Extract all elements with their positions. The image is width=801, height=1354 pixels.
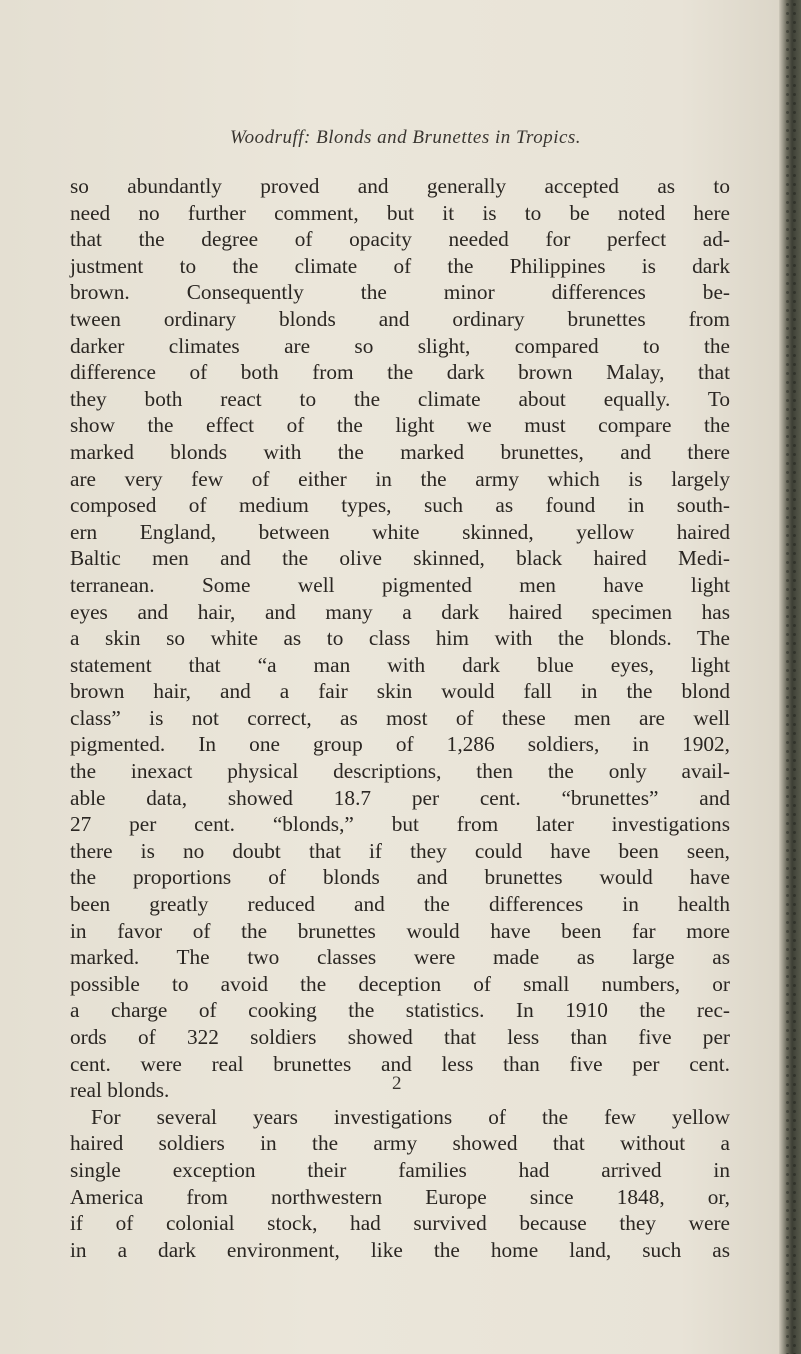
text-line: ords of 322 soldiers showed that less than five per xyxy=(70,1025,730,1049)
text-line: terranean. Some well pigmented men have light xyxy=(70,572,730,597)
text-line: they both react to the climate about equally. To xyxy=(70,386,730,411)
text-line: class” is not correct, as most of these men are well xyxy=(70,705,730,730)
running-head: Woodruff: Blonds and Brunettes in Tropics. xyxy=(230,127,582,148)
text-line: marked blonds with the marked brunettes, and there xyxy=(70,439,730,464)
text-line: single exception their families had arrived in xyxy=(70,1157,730,1182)
text-line: tween ordinary blonds and ordinary brunettes from xyxy=(70,306,730,331)
page-number: 2 xyxy=(392,1073,402,1094)
text-line: need no further comment, but it is to be noted here xyxy=(70,200,730,225)
text-line: in a dark environment, like the home land, such as xyxy=(70,1237,730,1262)
text-line: cent. were real brunettes and less than five per cent. xyxy=(70,1051,730,1076)
text-line: darker climates are so slight, compared to the xyxy=(70,333,730,358)
text-line: there is no doubt that if they could have been seen, xyxy=(70,838,730,863)
text-line: marked. The two classes were made as large as xyxy=(70,945,730,970)
text-line: in favor of the brunettes would have been far more xyxy=(70,918,730,943)
text-line: a skin so white as to class him with the blonds. The xyxy=(70,626,730,651)
text-line: a charge of cooking the statistics. In 1910 the rec- xyxy=(70,998,730,1023)
text-line: composed of medium types, such as found in south- xyxy=(70,493,730,518)
text-line: real blonds. xyxy=(70,1078,170,1103)
text-line: the inexact physical descriptions, then the only avail- xyxy=(70,759,730,784)
text-line: justment to the climate of the Philippines is dark xyxy=(70,253,730,278)
text-line: ern England, between white skinned, yellow haired xyxy=(70,519,730,544)
text-line: eyes and hair, and many a dark haired specimen has xyxy=(70,599,730,624)
text-line: if of colonial stock, had survived because they were xyxy=(70,1211,730,1236)
text-line: For several years investigations of the few yellow xyxy=(91,1104,730,1129)
text-line: America from northwestern Europe since 1848, or, xyxy=(70,1184,730,1209)
body-text xyxy=(70,173,730,1263)
text-line: brown. Consequently the minor differences be- xyxy=(70,280,730,305)
text-line: been greatly reduced and the differences in health xyxy=(70,892,730,917)
text-line: are very few of either in the army which is largely xyxy=(70,466,730,491)
text-line: able data, showed 18.7 per cent. “brunettes” and xyxy=(70,785,730,810)
text-line: statement that “a man with dark blue eyes, light xyxy=(70,652,730,677)
text-line: difference of both from the dark brown Malay, that xyxy=(70,360,730,385)
text-line: show the effect of the light we must compare the xyxy=(70,413,730,438)
text-line: the proportions of blonds and brunettes would have xyxy=(70,865,730,890)
text-line: brown hair, and a fair skin would fall in the blond xyxy=(70,679,730,704)
text-line: possible to avoid the deception of small numbers, or xyxy=(70,971,730,996)
text-line: pigmented. In one group of 1,286 soldiers, in 1902, xyxy=(70,732,730,757)
text-line: Baltic men and the olive skinned, black haired Medi- xyxy=(70,546,730,571)
text-line: 27 per cent. “blonds,” but from later investigations xyxy=(70,812,730,837)
text-line: haired soldiers in the army showed that without a xyxy=(70,1131,730,1156)
text-line: that the degree of opacity needed for perfect ad- xyxy=(70,227,730,252)
page-edge-texture xyxy=(784,0,798,1354)
text-line: so abundantly proved and generally accepted as to xyxy=(70,174,730,198)
